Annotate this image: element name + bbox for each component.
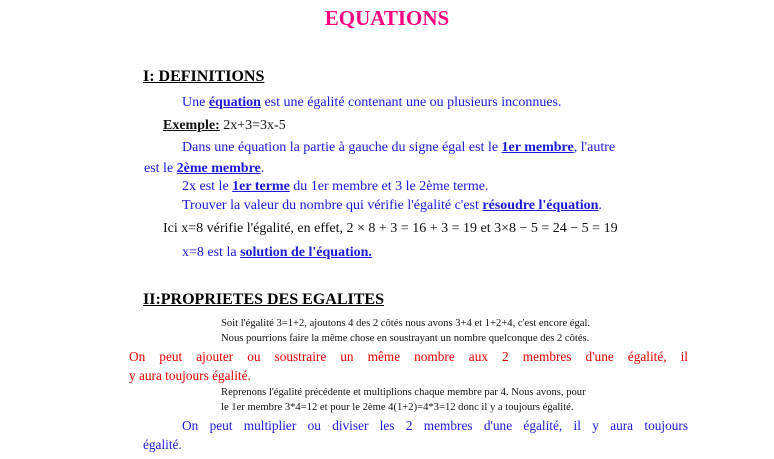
verification-line: Ici x=8 vérifie l'égalité, en effet, 2 × 8 + 3 = 16 + 3 = 19 et 3×8 − 5 = 24 − 5 = 19 [163, 221, 618, 236]
solution-line [182, 245, 372, 261]
term-prefix: 2x est le [182, 179, 233, 194]
members-line2-prefix: est le [144, 161, 177, 176]
members-line2-suffix: . [260, 161, 265, 176]
example-label: Exemple: [163, 118, 220, 133]
definition-line [182, 95, 561, 111]
rule-1-line-2: y aura toujours égalité. [129, 368, 251, 383]
term-line [182, 179, 488, 195]
section-1-heading: I: DEFINITIONS [143, 68, 265, 85]
keyword-first-member: 1er membre [501, 140, 574, 155]
keyword-equation: équation [208, 95, 261, 110]
solution-prefix: x=8 est la [182, 245, 241, 260]
definition-prefix: Une [182, 95, 209, 110]
solve-line [182, 198, 602, 214]
example-2-line-1: Reprenons l'égalité précédente et multiplions chaque membre par 4. Nous avons, pour [221, 387, 586, 398]
members-prefix: Dans une équation la partie à gauche du signe égal est le [182, 140, 502, 155]
example-1-line-2: Nous pourrions faire la même chose en soustrayant un nombre quelconque des 2 côtés. [221, 333, 590, 344]
example-1-line-1: Soit l'égalité 3=1+2, ajoutons 4 des 2 côtés nous avons 3+4 et 1+2+4, c'est encore égal. [221, 318, 591, 329]
example-line [163, 118, 286, 134]
members-line-2 [144, 161, 264, 177]
definition-suffix: est une égalité contenant une ou plusieurs inconnues. [260, 95, 562, 110]
keyword-second-member: 2ème membre [176, 161, 261, 176]
page-title: EQUATIONS [324, 6, 450, 30]
solve-suffix: . [598, 198, 602, 213]
rule-1-line-1: On peut ajouter ou soustraire un même nombre aux 2 membres d'une égalité, il [129, 349, 688, 364]
section-2-heading: II:PROPRIETES DES EGALITES [143, 291, 384, 308]
example-2-line-2: le 1er membre 3*4=12 et pour le 2ème 4(1+2)=4*3=12 donc il y a toujours égalité. [221, 402, 574, 413]
keyword-first-term: 1er terme [232, 179, 290, 194]
rule-2-line-2: égalité. [143, 437, 182, 452]
example-text: 2x+3=3x-5 [219, 118, 286, 133]
rule-2-line-1: On peut multiplier ou diviser les 2 membres d'une égalité, il y aura toujours [182, 418, 688, 433]
keyword-solve-equation: résoudre l'équation [482, 198, 599, 213]
term-suffix: du 1er membre et 3 le 2ème terme. [289, 179, 489, 194]
members-middle: , l'autre [573, 140, 616, 155]
members-line-1 [182, 140, 615, 156]
keyword-solution: solution de l'équation. [240, 245, 372, 260]
solve-prefix: Trouver la valeur du nombre qui vérifie l'égalité c'est [182, 198, 483, 213]
